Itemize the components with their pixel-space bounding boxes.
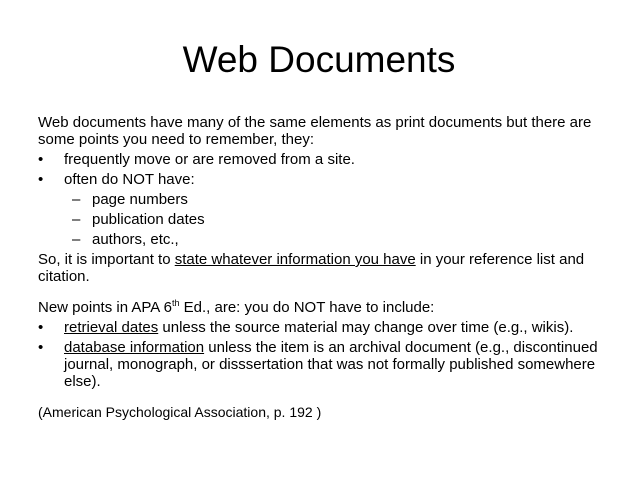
importance-text-before: So, it is important to xyxy=(38,251,175,268)
sub-item-text: page numbers xyxy=(92,191,188,208)
dash-mark: – xyxy=(72,191,81,208)
citation: (American Psychological Association, p. 192 ) xyxy=(38,404,322,420)
bullet-item xyxy=(38,319,608,336)
sub-item xyxy=(38,231,608,248)
bullet-text: unless the item is an archival document (e.g., discontinued journal, monograph, or disssertation that was not formally published somewhere else). xyxy=(64,339,598,390)
bullet-mark: • xyxy=(38,151,44,168)
bullet-mark: • xyxy=(38,319,44,336)
slide-body xyxy=(38,114,608,421)
importance-text-after: in your reference list and citation. xyxy=(38,251,585,285)
bullet-item xyxy=(38,339,608,390)
sub-item xyxy=(38,191,608,208)
dash-mark: – xyxy=(72,231,81,248)
new-points-after: Ed., are: you do NOT have to include: xyxy=(179,299,435,316)
bullet-item xyxy=(38,151,608,168)
sub-item-text: publication dates xyxy=(92,211,205,228)
new-points-paragraph xyxy=(38,299,608,316)
new-points-before: New points in APA 6 xyxy=(38,299,172,316)
bullet-text: unless the source material may change over time (e.g., wikis). xyxy=(158,319,574,336)
intro-paragraph: Web documents have many of the same elements as print documents but there are some points you need to remember, they: xyxy=(38,114,592,148)
bullet-text: often do NOT have: xyxy=(64,171,195,188)
importance-link[interactable]: state whatever information you have xyxy=(174,251,416,268)
bullet-text: frequently move or are removed from a site. xyxy=(64,151,355,168)
bullet-item xyxy=(38,171,608,188)
new-points-superscript: th xyxy=(171,298,180,308)
sub-item-text: authors, etc., xyxy=(92,231,179,248)
database-information-link[interactable]: database information xyxy=(64,339,205,356)
slide-title: Web Documents xyxy=(182,39,456,80)
retrieval-dates-link[interactable]: retrieval dates xyxy=(64,319,159,336)
sub-item xyxy=(38,211,608,228)
dash-mark: – xyxy=(72,211,81,228)
bullet-mark: • xyxy=(38,339,44,356)
bullet-mark: • xyxy=(38,171,44,188)
importance-paragraph xyxy=(38,251,608,285)
